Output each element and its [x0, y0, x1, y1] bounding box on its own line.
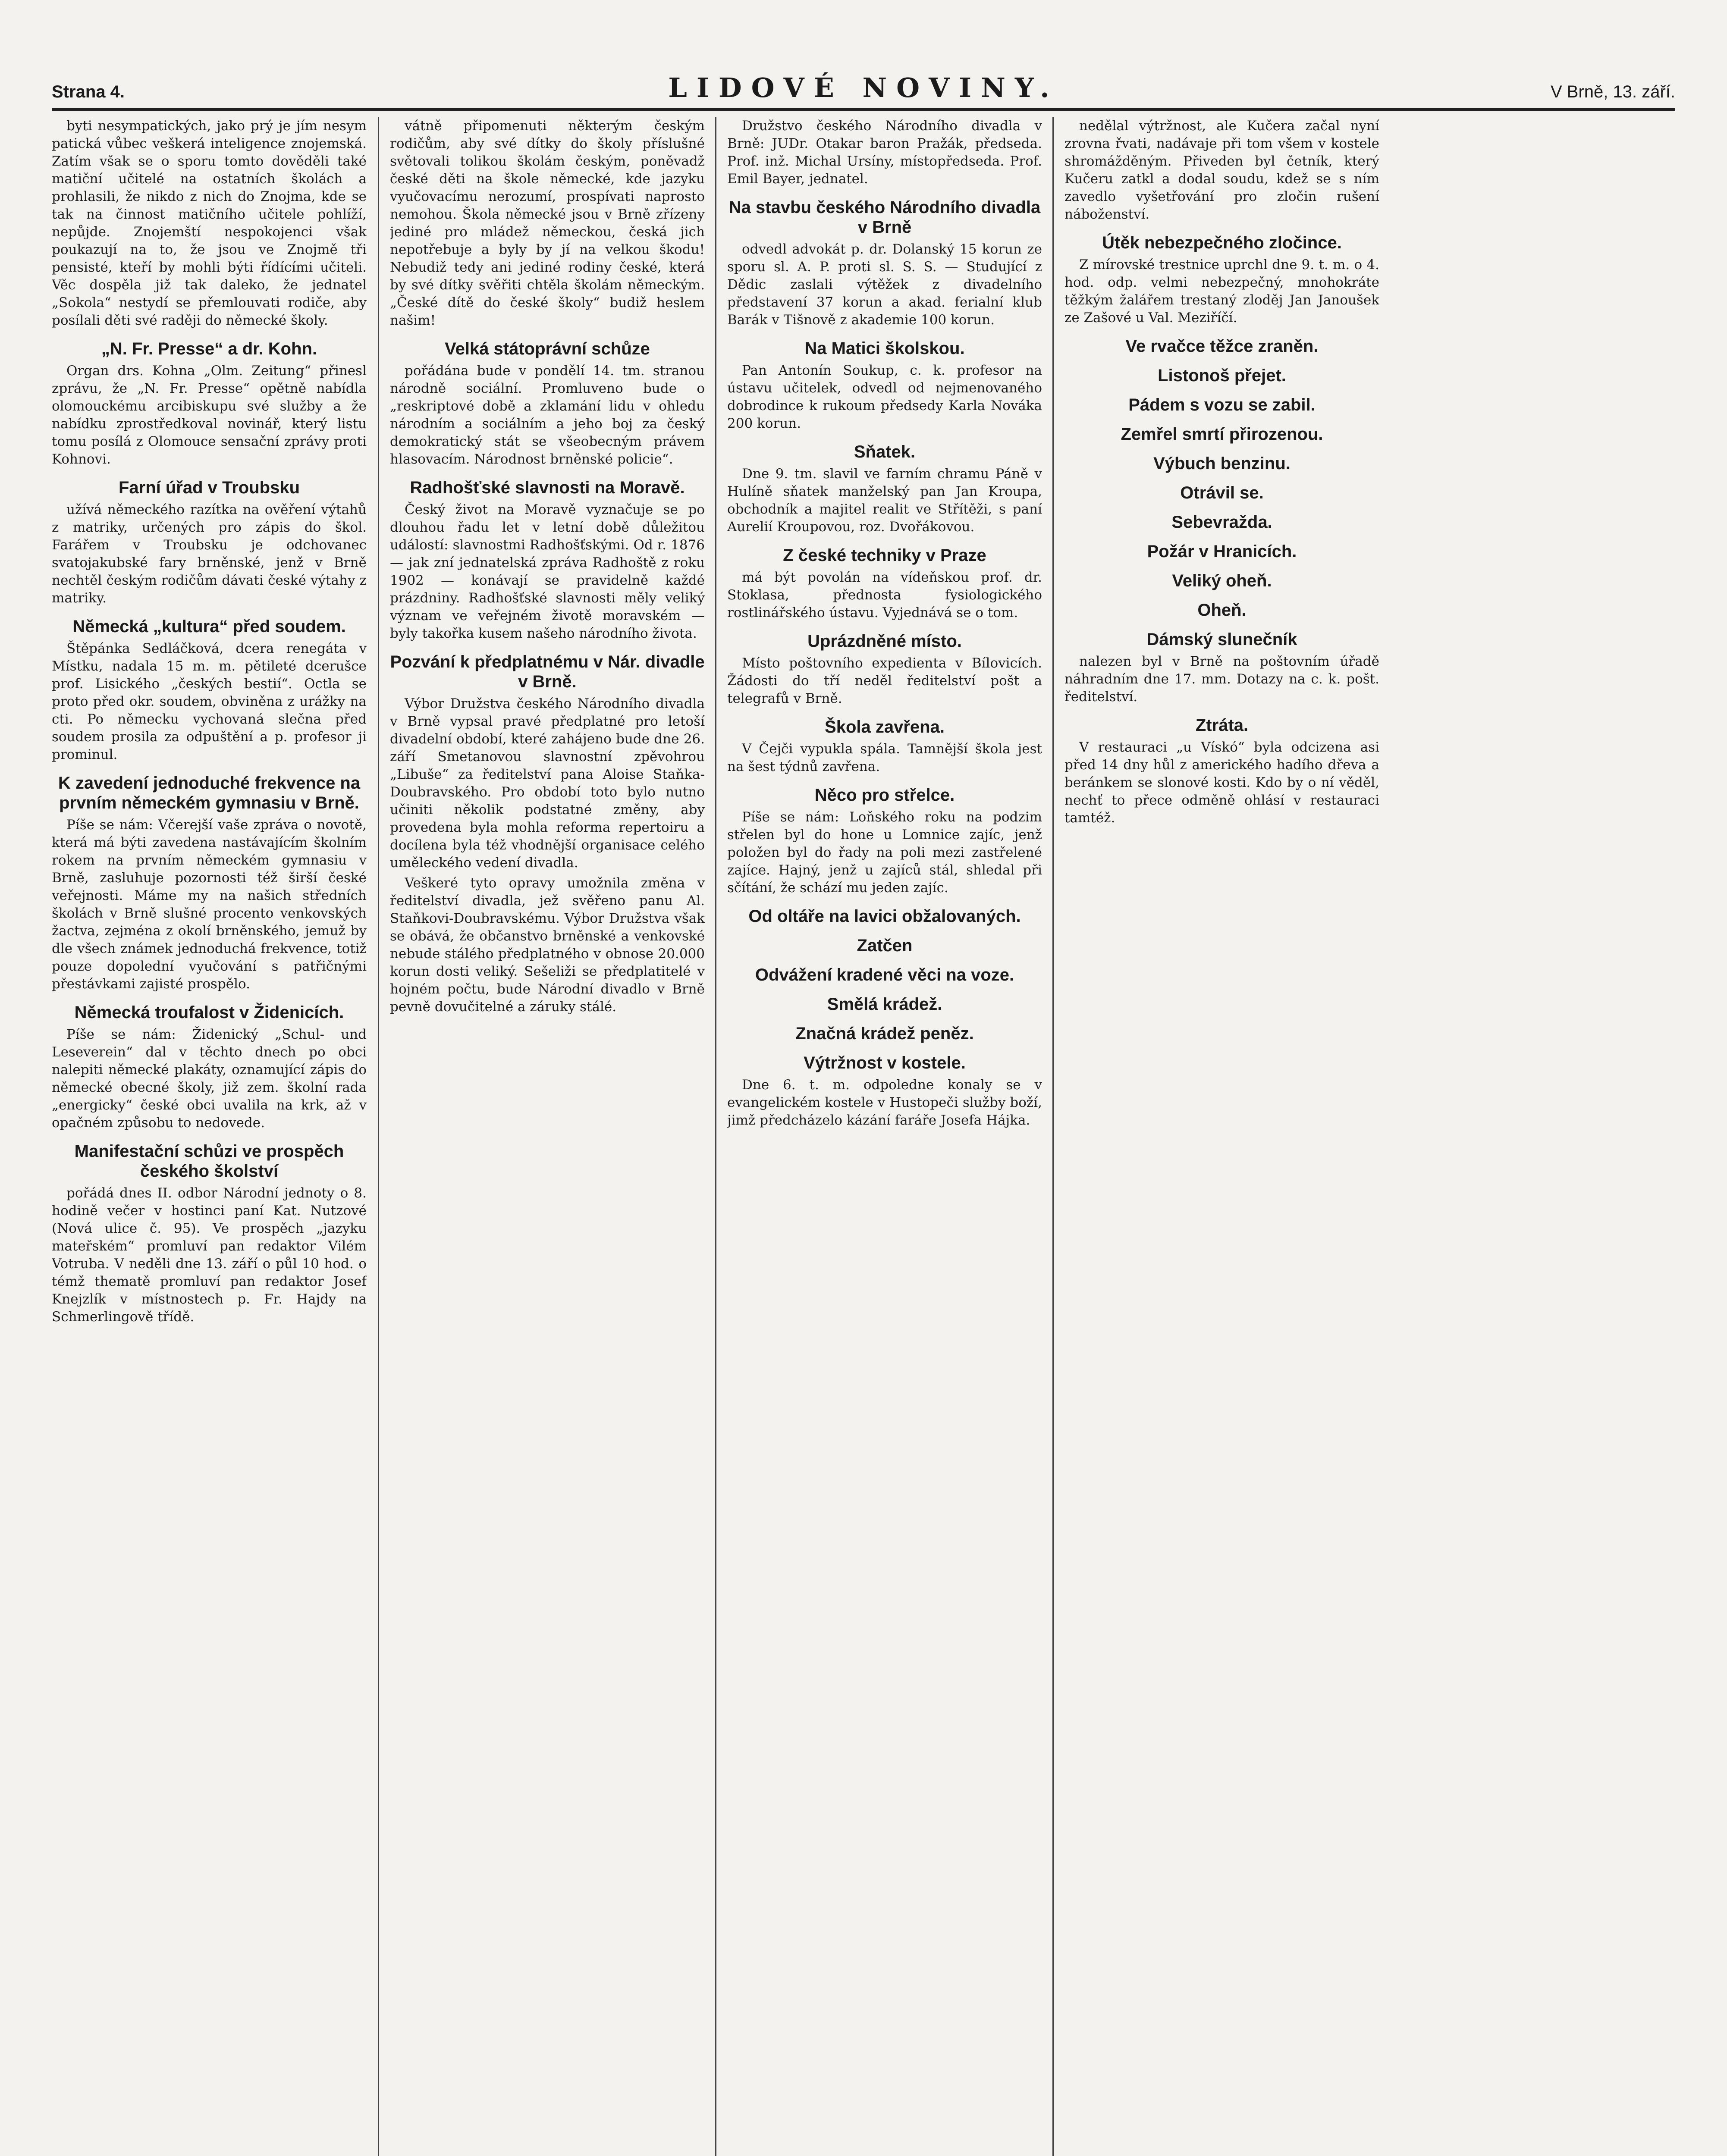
article-paragraph: Výbor Družstva českého Národního divadla v Brně vypsal pravé předplatné pro letoší divadelní období, které zahájeno bude dne 26. září Smetanovou slavnostní zpěvohrou „Libuše“ za ředitelství pana Aloise Staňka-Doubravského. Pro období toto bylo nutno učiniti několik podstatné změny, aby provedena byla mohla reforma repertoiru a docílena byla též vhodnější organisace celého uměleckého vedení divadla.	[390, 696, 705, 871]
article-paragraph: Místo poštovního expedienta v Bílovicích. Žádosti do tří neděl ředitelství pošt a telegrafů v Brně.	[727, 655, 1042, 706]
article-headline: Pozvání k předplatnému v Nár. divadle v Brně.	[390, 652, 705, 691]
article-headline: Ve rvačce těžce zraněn.	[1125, 337, 1319, 356]
article-paragraph: nedělal výtržnost, ale Kučera začal nyní zrovna řvati, nadávaje při tom všem v kostele shromážděným. Přiveden byl četník, který Kučeru zatkl a dodal soudu, kdež se s ním zavedlo vyšetřování pro zločin rušení náboženství.	[1064, 118, 1379, 222]
article-paragraph: Píše se nám: Loňského roku na podzim střelen byl do hone u Lomnice zajíc, jenž položen byl do řady na poli mezi zastřelené zajíce. Hajný, jenž u zajíců stál, shledal při sčítání, že schází mu jeden zajíc.	[727, 809, 1042, 896]
article-paragraph: pořádá dnes II. odbor Národní jednoty o 8. hodině večer v hostinci paní Kat. Nutzové (Nová ulice č. 95). Ve prospěch „jazyku mateřském“ promluví pan redaktor Vilém Votruba. V neděli dne 13. září o půl 10 hod. o témž thematě promluví pan redaktor Josef Knejzlík v místnostech p. Fr. Hajdy na Schmerlingově třídě.	[52, 1185, 367, 1325]
article-headline: Veliký oheň.	[1172, 571, 1272, 590]
article-paragraph: Z mírovské trestnice uprchl dne 9. t. m. o 4. hod. odp. velmi nebezpečný, mnohokráte těžkým žalářem trestaný zloděj Jan Janoušek ze Zašové u Val. Meziříčí.	[1064, 257, 1379, 326]
article-paragraph: byti nesympatických, jako prý je jím nesym patická vůbec veškerá inteligence znojemská. Zatím však se o sporu tomto dověděli také matiční učitelé na ostatních školách a prohlasili, že nikdo z nich do Znojma, kde se tak na činnost matičního učitele pohlíží, nepůjde. Znojemští nespokojenci však poukazují na to, že jsou ve Znojmě tři pensisté, kteří by mohli býti řídícími učiteli. Věc dospěla již tak daleko, že jednatel „Sokola“ nestydí se přemlouvati rodiče, aby posílali děti své raději do německé školy.	[52, 118, 367, 328]
article-headline: Farní úřad v Troubsku	[118, 478, 300, 497]
article-paragraph: Píše se nám: Židenický „Schul- und Leseverein“ dal v těchto dnech po obci nalepiti německé plakáty, oznamující zápis do německé obecné školy, již zem. školní rada „energicky“ české obci uvalila na krk, až v opačném způsobu to nedovede.	[52, 1027, 367, 1131]
article-paragraph: vátně připomenuti některým českým rodičům, aby své dítky do školy příslušné světovali tolikou školám českým, poněvadž české děti na škole německé, kde jazyku vyučovacímu nerozumí, prospívati naprosto nemohou. Škola německé jsou v Brně zřízeny jediné pro mládež německou, česká jich nepotřebuje a byly by jí na velkou škodu! Nebudiž tedy ani jediné rodiny české, která by své dítky svěřiti chtěla školám německým. „České dítě do české školy“ budiž heslem našim!	[390, 118, 705, 328]
article-paragraph: Píše se nám: Včerejší vaše zpráva o novotě, která má býti zavedena nastávajícím školním rokem na prvním německém gymnasiu v Brně, zasluhuje pozornosti též širší české veřejnosti. Máme my na našich středních školách v Brně slušné procento venkovských žactva, zejména z okolí brněnského, jemuž by dle všech známek jednoduchá frekvence, totiž pouze dopolední vyučování s patřičnými přestávkami zajisté prospělo.	[52, 817, 367, 992]
article-paragraph: Pan Antonín Soukup, c. k. profesor na ústavu učitelek, odvedl od nejmenovaného dobrodince k rukoum předsedy Karla Nováka 200 korun.	[727, 363, 1042, 431]
article-headline: Škola zavřena.	[825, 718, 945, 736]
article-headline: Útěk nebezpečného zločince.	[1102, 233, 1342, 252]
article-headline: Otrávil se.	[1180, 483, 1264, 502]
article-paragraph: Český život na Moravě vyznačuje se po dlouhou řadu let v letní době důležitou událostí: slavnostmi Radhošťskými. Od r. 1876 — jak zní jednatelská zpráva Radhoště z roku 1902 — konávají se pravidelně každé prázdniny. Radhošťské slavnosti měly veliký význam ve veřejném životě moravském — byly takořka kusem našeho národního života.	[390, 502, 705, 641]
article-headline: Značná krádež peněz.	[795, 1024, 974, 1043]
page-number: Strana 4.	[52, 82, 125, 101]
article-headline: Ztráta.	[1195, 716, 1249, 735]
article-headline: Požár v Hranicích.	[1147, 542, 1297, 561]
article-paragraph: Veškeré tyto opravy umožnila změna v ředitelství divadla, jež svěřeno panu Al. Staňkovi-Doubravskému. Výbor Družstva však se obává, že občanstvo brněnské a venkovské nebude stálého předplatného v obnose 20.000 korun dosti veliký. Sešeliži se předplatitelé v hojném počtu, bude Národní divadlo v Brně pevně dovučitelné a záruky stálé.	[390, 875, 705, 1015]
article-paragraph: užívá německého razítka na ověření výtahů z matriky, určených pro zápis do škol. Farářem v Troubsku je odchovanec svatojakubské fary brněnské, jenž v Brně nechtěl českým rodičům dávati české výtahy z matriky.	[52, 502, 367, 606]
article-columns	[52, 117, 1675, 2156]
article-paragraph: Družstvo českého Národního divadla v Brně: JUDr. Otakar baron Pražák, předseda. Prof. inž. Michal Ursíny, místopředseda. Prof. Emil Bayer, jednatel.	[727, 118, 1042, 187]
article-headline: Sňatek.	[854, 442, 916, 461]
article-headline: Na Matici školskou.	[804, 339, 965, 358]
article-paragraph: pořádána bude v pondělí 14. tm. stranou národně sociální. Promluveno bude o „reskriptové době a zklamání lidu v ohledu národním a sociálním a jeho boj za český demokratický stát se všeobecným právem hlasovacím. Národnost brněnské policie“.	[390, 363, 705, 467]
article-headline: Něco pro střelce.	[814, 786, 955, 805]
page-header	[52, 69, 1675, 111]
column-rule	[1052, 117, 1054, 2156]
article-headline: Z české techniky v Praze	[783, 546, 986, 565]
article-paragraph: Organ drs. Kohna „Olm. Zeitung“ přinesl zprávu, že „N. Fr. Presse“ opětně nabídla olomouckému arcibiskupu své služby a že nabídku zprostředkoval novinář, který listu tomu posílá z Olomouce sensační zprávy proti Kohnovi.	[52, 363, 367, 467]
article-headline: Německá troufalost v Židenicích.	[74, 1003, 344, 1022]
article-headline: Pádem s vozu se zabil.	[1128, 395, 1316, 414]
article-headline: Zatčen	[857, 936, 913, 955]
article-paragraph: V Čejči vypukla spála. Tamnější škola jest na šest týdnů zavřena.	[727, 741, 1042, 774]
article-paragraph: Štěpánka Sedláčková, dcera renegáta v Místku, nadala 15 m. m. pětileté dcerušce prof. Lisického „českých bestií“. Octla se proto před okr. soudem, obviněna z urážky na cti. Po německu vychovaná slečna před soudem prosila za odpuštění a p. profesor ji prominul.	[52, 641, 367, 762]
article-headline: „N. Fr. Presse“ a dr. Kohn.	[101, 339, 317, 358]
column-rule	[715, 117, 716, 2156]
column-3	[727, 117, 1042, 2156]
masthead-title: LIDOVÉ NOVINY.	[668, 72, 1059, 103]
article-headline: Oheň.	[1197, 601, 1247, 620]
article-paragraph: nalezen byl v Brně na poštovním úřadě náhradním dne 17. mm. Dotazy na c. k. pošt. ředitelství.	[1064, 654, 1379, 705]
article-paragraph: V restauraci „u Vískó“ byla odcizena asi před 14 dny hůl z amerického hadího dřeva a beránkem se slonové kosti. Kdo by o ní věděl, nechť to přece odměně ohlásí v restauraci tamtéž.	[1064, 740, 1379, 826]
column-4	[1064, 117, 1379, 2156]
article-headline: Výtržnost v kostele.	[804, 1053, 966, 1072]
article-headline: Odvážení kradené věci na voze.	[755, 965, 1014, 984]
article-headline: Smělá krádež.	[827, 995, 942, 1014]
article-headline: Dámský slunečník	[1146, 630, 1297, 649]
article-headline: Německá „kultura“ před soudem.	[72, 617, 346, 636]
article-paragraph: odvedl advokát p. dr. Dolanský 15 korun ze sporu sl. A. P. proti sl. S. S. — Studující z Dědic zaslali výtěžek z divadelního představení 37 korun a akad. ferialní klub Barák v Tišnově z akademie 100 korun.	[727, 241, 1042, 328]
article-headline: Uprázdněné místo.	[807, 632, 962, 651]
article-headline: Velká státoprávní schůze	[445, 339, 650, 358]
article-headline: Manifestační schůzi ve prospěch českého školství	[74, 1142, 344, 1181]
column-2	[390, 117, 705, 2156]
article-paragraph: Dne 9. tm. slavil ve farním chramu Páně v Hulíně sňatek manželský pan Jan Kroupa, obchodník a majitel realit ve Střítěži, s paní Aurelií Kroupovou, roz. Dvořákovou.	[727, 466, 1042, 535]
article-headline: Listonoš přejet.	[1158, 366, 1286, 385]
column-rule	[378, 117, 379, 2156]
article-paragraph: Dne 6. t. m. odpoledne konaly se v evangelickém kostele v Hustopeči služby boží, jimž předcházelo kázání faráře Josefa Hájka.	[727, 1077, 1042, 1128]
article-headline: Radhošťské slavnosti na Moravě.	[410, 478, 685, 497]
article-headline: Zemřel smrtí přirozenou.	[1121, 425, 1323, 444]
dateline: V Brně, 13. září.	[1550, 82, 1675, 101]
article-headline: Od oltáře na lavici obžalovaných.	[748, 907, 1021, 926]
article-headline: Sebevražda.	[1171, 513, 1272, 532]
column-1	[52, 117, 367, 2156]
article-headline: K zavedení jednoduché frekvence na prvním německém gymnasiu v Brně.	[58, 774, 361, 812]
article-paragraph: má být povolán na vídeňskou prof. dr. Stoklasa, přednosta fysiologického rostlinářského ústavu. Vyjednává se o tom.	[727, 570, 1042, 620]
article-headline: Výbuch benzinu.	[1153, 454, 1291, 473]
article-headline: Na stavbu českého Národního divadla v Brně	[728, 198, 1041, 237]
